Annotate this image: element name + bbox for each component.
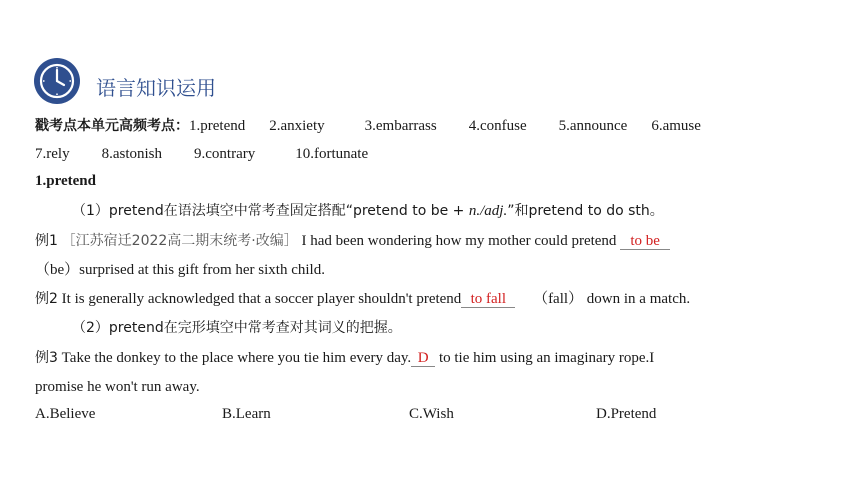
intro-label: 戳考点本单元高频考点： xyxy=(35,118,189,134)
example-3-line-2: promise he won't run away. xyxy=(35,379,200,395)
option-c[interactable]: C.Wish xyxy=(409,406,454,422)
option-a[interactable]: A.Believe xyxy=(35,406,96,422)
point-item: 6.amuse xyxy=(651,118,701,134)
point-item: 1.pretend xyxy=(189,118,246,134)
option-b[interactable]: B.Learn xyxy=(222,406,271,422)
example-1-line-2: （be）surprised at this gift from her sixth child. xyxy=(35,262,325,278)
example-2-label: 例2 xyxy=(35,291,58,307)
example-2-suffix: （fall） down in a match. xyxy=(533,291,691,307)
point-item: 4.confuse xyxy=(468,118,527,134)
point-1 xyxy=(72,201,664,221)
point-1-prefix: （1）pretend在语法填空中常考查固定搭配“pretend to be + xyxy=(72,203,469,219)
option-d[interactable]: D.Pretend xyxy=(596,406,657,422)
point-1-suffix: ”和pretend to do sth。 xyxy=(507,203,664,219)
point-item: 9.contrary xyxy=(194,146,256,162)
intro-line-2 xyxy=(35,144,368,164)
point-item: 7.rely xyxy=(35,146,70,162)
answer-blank[interactable]: D xyxy=(411,350,435,367)
example-2-text: It is generally acknowledged that a soccer player shouldn't pretend xyxy=(61,291,462,307)
point-item: 3.embarrass xyxy=(364,118,437,134)
point-item: 8.astonish xyxy=(101,146,162,162)
point-item: 10.fortunate xyxy=(295,146,369,162)
example-2 xyxy=(35,289,690,309)
example-1-text: I had been wondering how my mother could pretend xyxy=(301,233,617,249)
example-3 xyxy=(35,348,654,368)
example-3-text: Take the donkey to the place where you tie him every day. xyxy=(61,350,412,366)
example-1-source: ［江苏宿迁2022高二期末统考·改编］ xyxy=(61,233,298,249)
example-1-label: 例1 xyxy=(35,233,58,249)
example-3-suffix: to tie him using an imaginary rope.I xyxy=(438,350,655,366)
example-1 xyxy=(35,231,670,251)
answer-blank[interactable]: to be xyxy=(620,233,670,250)
section-title: 语言知识运用 xyxy=(96,76,216,100)
point-2: （2）pretend在完形填空中常考查对其词义的把握。 xyxy=(72,320,402,336)
heading-pretend: 1.pretend xyxy=(35,173,96,189)
intro-line xyxy=(35,116,701,136)
example-3-label: 例3 xyxy=(35,350,58,366)
point-1-italic: n./adj. xyxy=(468,203,508,219)
point-item: 5.announce xyxy=(558,118,628,134)
answer-blank[interactable]: to fall xyxy=(461,291,515,308)
point-item: 2.anxiety xyxy=(269,118,325,134)
clock-icon xyxy=(34,58,80,104)
